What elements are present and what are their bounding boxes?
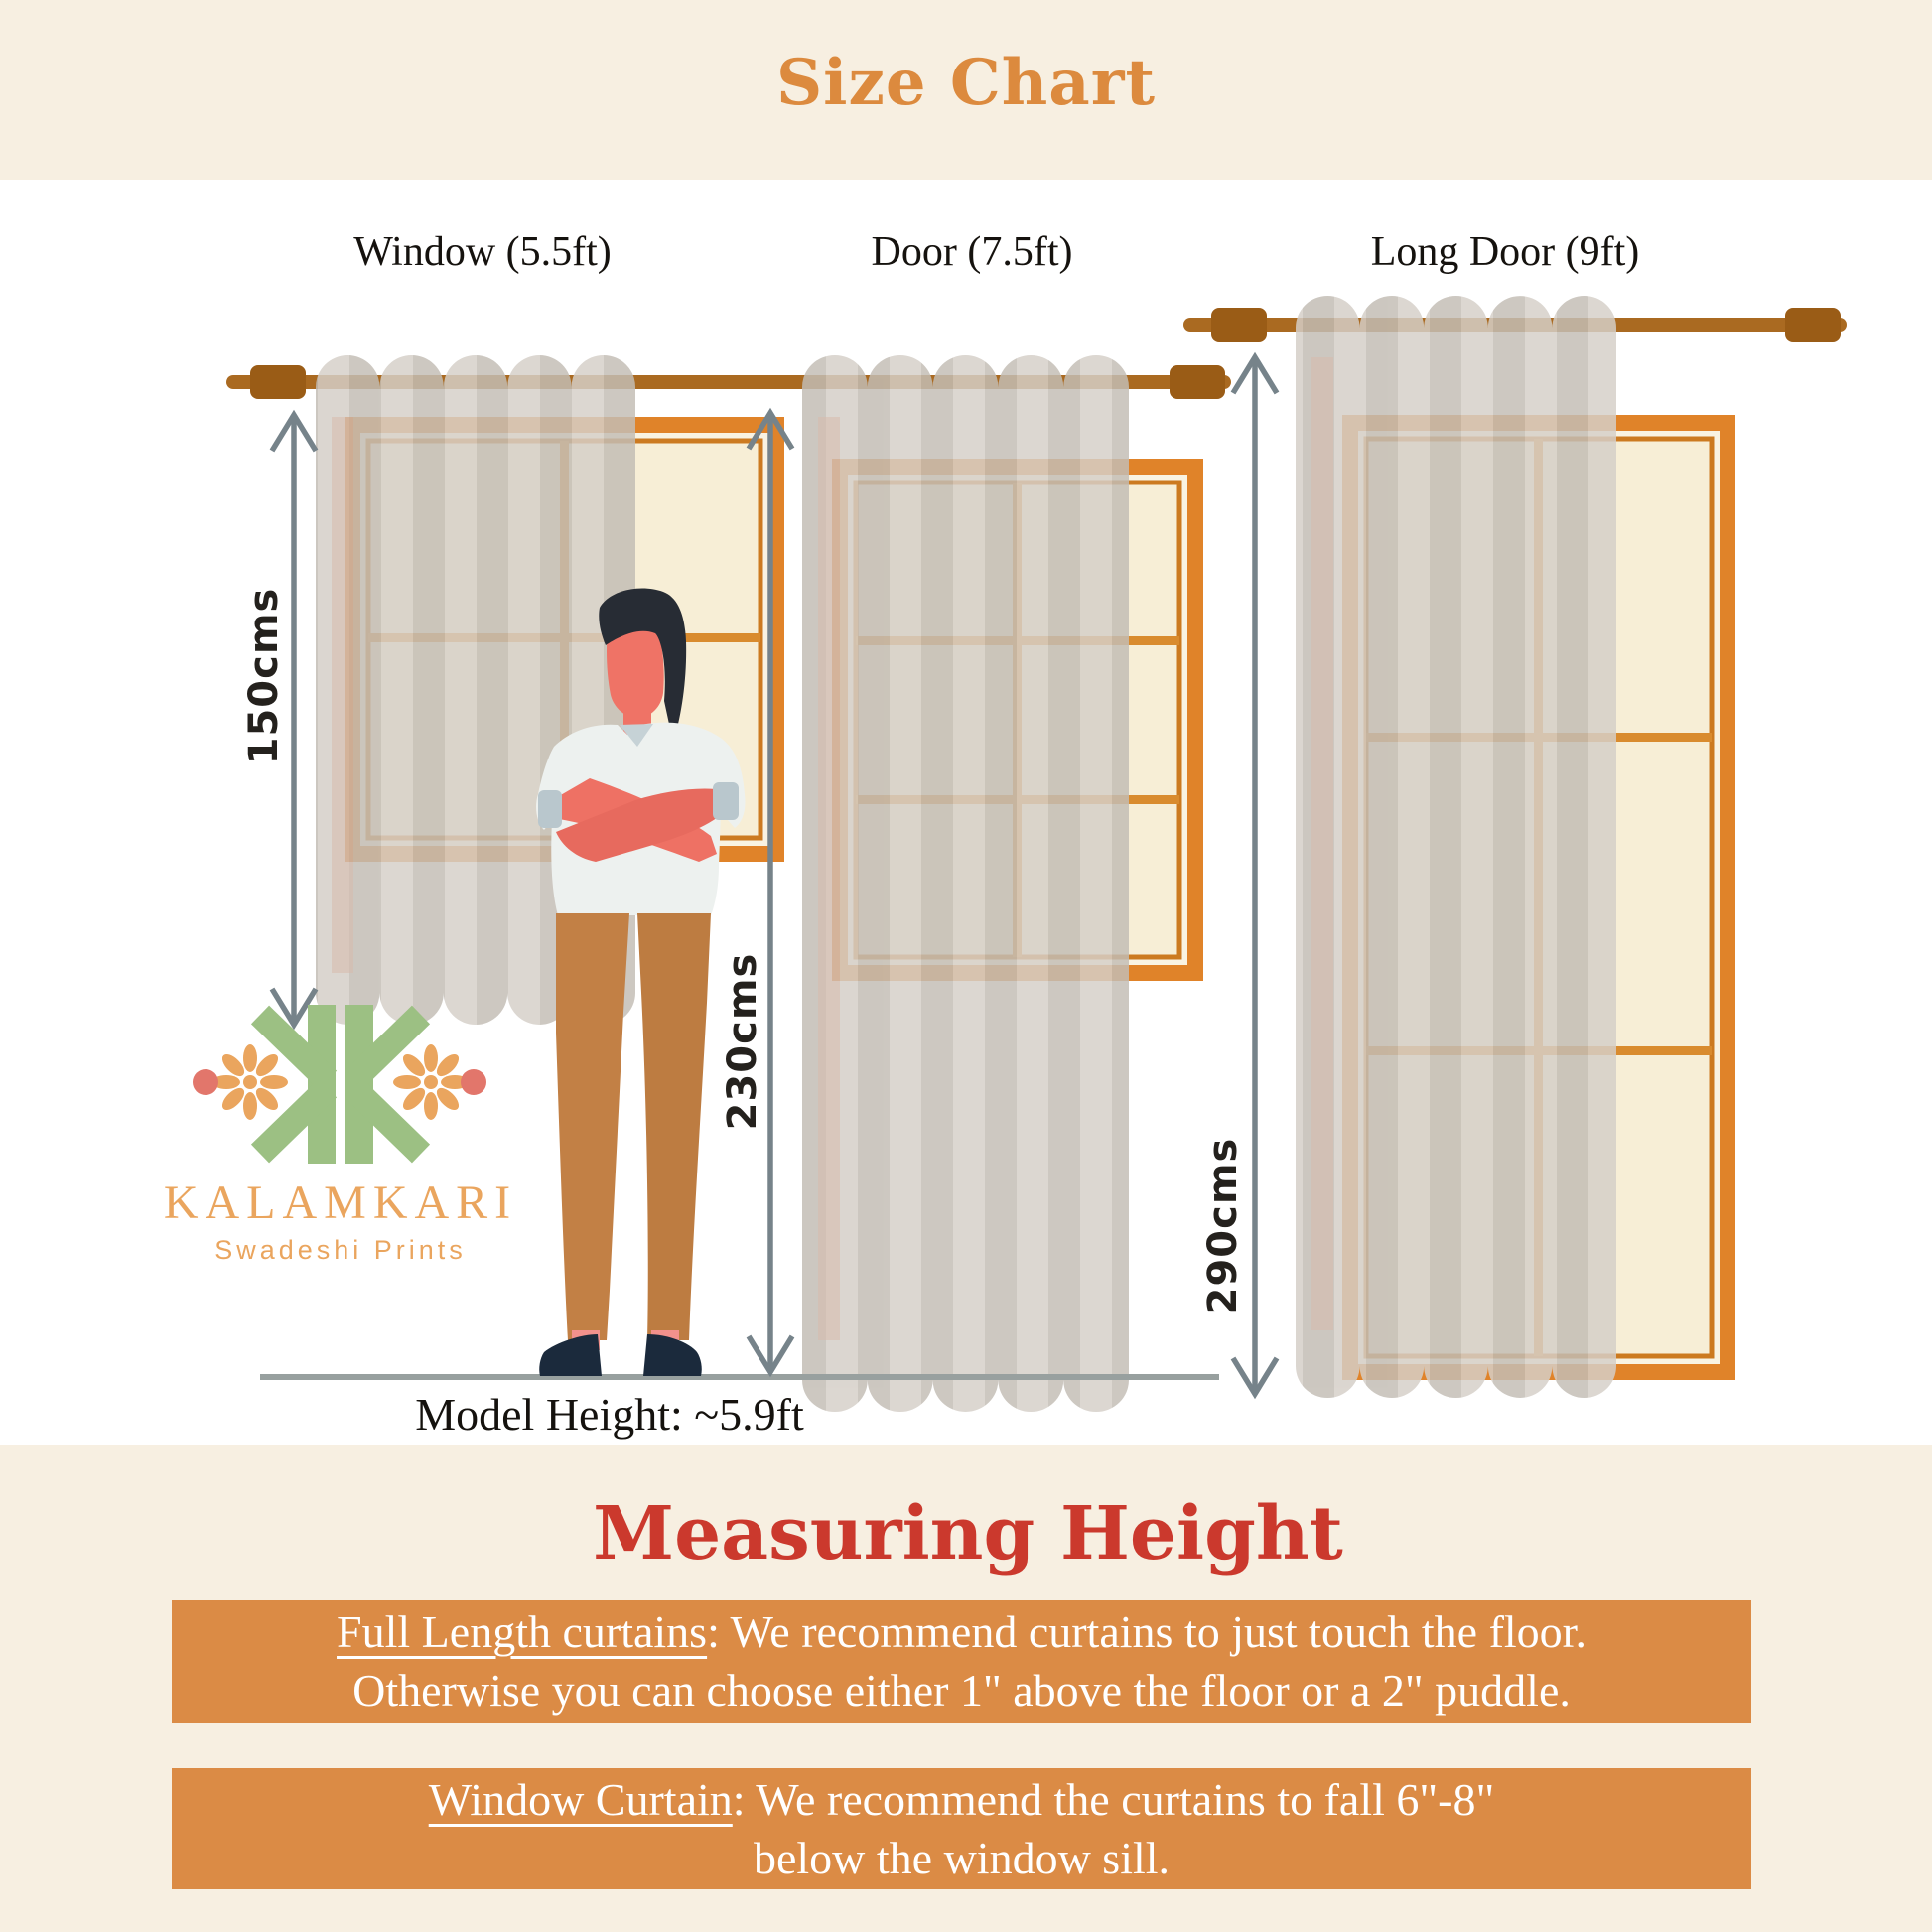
column-label-long-door: Long Door (9ft) bbox=[1370, 229, 1640, 275]
column-label-window: Window (5.5ft) bbox=[353, 229, 612, 275]
note-lead-full-length: Full Length curtains bbox=[337, 1606, 708, 1657]
brand-logo-graphic bbox=[193, 1005, 486, 1164]
note-text-full-length-line2: Otherwise you can choose either 1" above the floor or a 2" puddle. bbox=[352, 1665, 1571, 1716]
floor-line bbox=[260, 1374, 1219, 1380]
brand-name: KALAMKARI bbox=[163, 1176, 518, 1229]
page-title: Size Chart bbox=[775, 46, 1157, 120]
door-curtain bbox=[802, 355, 1129, 1412]
note-window-curtain bbox=[172, 1768, 1751, 1889]
note-text-window-curtain-line2: below the window sill. bbox=[753, 1833, 1171, 1883]
note-text-window-curtain: : We recommend the curtains to fall 6"-8" bbox=[732, 1774, 1495, 1825]
column-label-door: Door (7.5ft) bbox=[871, 229, 1073, 275]
brand-tagline: Swadeshi Prints bbox=[214, 1235, 467, 1265]
note-full-length-curtains bbox=[172, 1600, 1751, 1723]
section-heading: Measuring Height bbox=[593, 1491, 1343, 1577]
long-door-curtain bbox=[1296, 296, 1616, 1398]
measurement-label-150: 150cms bbox=[241, 587, 287, 765]
measurement-label-290: 290cms bbox=[1200, 1137, 1246, 1315]
note-text-full-length: : We recommend curtains to just touch the floor. bbox=[707, 1606, 1587, 1657]
model-height-label: Model Height: ~5.9ft bbox=[415, 1389, 804, 1440]
note-lead-window-curtain: Window Curtain bbox=[428, 1774, 733, 1825]
measurement-label-230: 230cms bbox=[720, 952, 765, 1131]
